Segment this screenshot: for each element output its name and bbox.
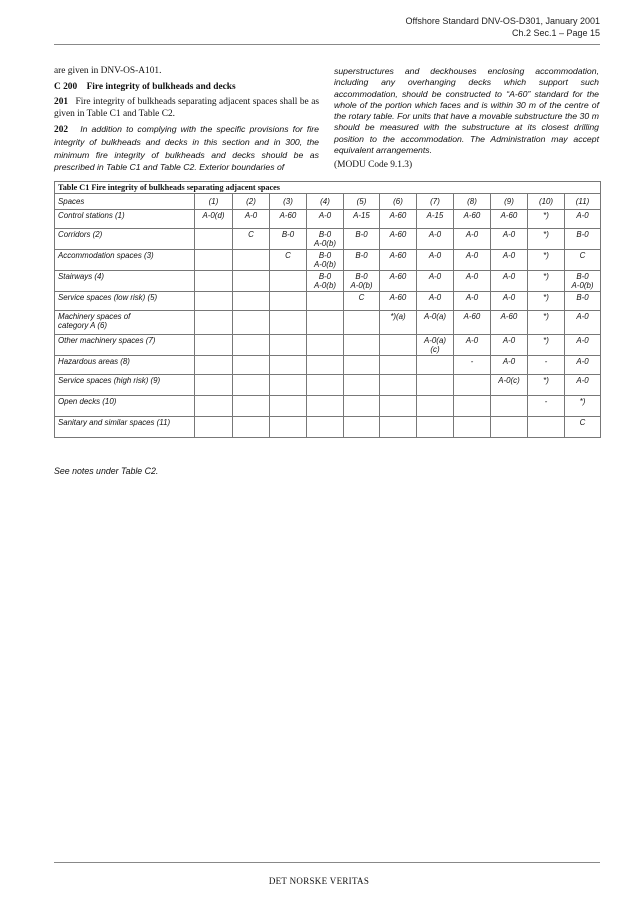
table-cell xyxy=(307,396,344,417)
table-cell: A-0 xyxy=(454,335,491,356)
table-cell xyxy=(195,271,233,292)
table-cell xyxy=(307,417,344,438)
table-cell: A-0 xyxy=(565,210,601,229)
table-cell: A-0 xyxy=(307,210,344,229)
table-cell: A-0(a) (c) xyxy=(417,335,454,356)
table-cell: A-0 xyxy=(491,229,528,250)
table-cell xyxy=(270,271,307,292)
table-cell xyxy=(270,311,307,335)
table-cell xyxy=(233,335,270,356)
table-cell xyxy=(344,356,380,375)
table-cell: A-15 xyxy=(344,210,380,229)
fire-integrity-table xyxy=(54,181,601,438)
table-cell: A-60 xyxy=(380,250,417,271)
column-header: (10) xyxy=(528,194,565,210)
table-cell: A-60 xyxy=(491,311,528,335)
table-cell: *)(a) xyxy=(380,311,417,335)
table-cell xyxy=(233,375,270,396)
table-cell: A-0 xyxy=(454,292,491,311)
table-row xyxy=(55,375,601,396)
table-cell: C xyxy=(233,229,270,250)
row-label: Stairways (4) xyxy=(55,271,195,292)
table-cell xyxy=(491,396,528,417)
table-cell: A-60 xyxy=(380,229,417,250)
paragraph-202-continued: superstructures and deckhouses enclosing accommodation, including any overhanging decks which support such accommodation, should be constructed to “A-60” standard for the whole of the portion which faces and is within 30 m of the centre of the rotary table. For units that have a movable substructure the 30 m should be measured with the substructure at its closest drilling position to the accommodation. The Administration may accept equivalent arrangements. xyxy=(334,66,599,156)
table-cell: *) xyxy=(528,210,565,229)
table-cell: A-0 xyxy=(565,335,601,356)
table-cell xyxy=(233,250,270,271)
table-cell xyxy=(233,271,270,292)
column-header: (8) xyxy=(454,194,491,210)
table-cell xyxy=(344,375,380,396)
table-cell xyxy=(233,311,270,335)
table-cell: C xyxy=(565,250,601,271)
table-cell xyxy=(380,335,417,356)
table-cell xyxy=(233,356,270,375)
table-row xyxy=(55,229,601,250)
table-cell: B-0 xyxy=(344,250,380,271)
row-label: Service spaces (high risk) (9) xyxy=(55,375,195,396)
column-header: (4) xyxy=(307,194,344,210)
row-label: Accommodation spaces (3) xyxy=(55,250,195,271)
table-cell: A-0 xyxy=(565,375,601,396)
table-cell xyxy=(195,356,233,375)
table-cell: *) xyxy=(528,311,565,335)
table-cell: B-0 xyxy=(565,229,601,250)
table-cell: B-0 A-0(b) xyxy=(344,271,380,292)
table-cell xyxy=(270,417,307,438)
table-note: See notes under Table C2. xyxy=(54,466,159,476)
table-cell xyxy=(380,356,417,375)
table-cell xyxy=(270,375,307,396)
table-cell: C xyxy=(344,292,380,311)
table-cell xyxy=(270,356,307,375)
table-cell xyxy=(195,375,233,396)
column-header: (3) xyxy=(270,194,307,210)
table-caption: Table C1 Fire integrity of bulkheads separating adjacent spaces xyxy=(55,182,601,194)
table-cell xyxy=(417,375,454,396)
table-row xyxy=(55,210,601,229)
table-cell: A-0 xyxy=(417,250,454,271)
table-cell xyxy=(417,396,454,417)
table-cell xyxy=(195,417,233,438)
header-standard: Offshore Standard DNV-OS-D301, January 2001 xyxy=(405,16,600,26)
table-cell: - xyxy=(528,396,565,417)
table-cell: A-15 xyxy=(417,210,454,229)
table-cell xyxy=(307,335,344,356)
table-cell: *) xyxy=(528,375,565,396)
table-cell xyxy=(454,375,491,396)
table-cell: A-60 xyxy=(454,210,491,229)
table-cell: A-0 xyxy=(565,356,601,375)
table-cell: A-60 xyxy=(454,311,491,335)
footer-rule xyxy=(54,862,600,863)
table-cell xyxy=(233,396,270,417)
row-label: Open decks (10) xyxy=(55,396,195,417)
table-cell xyxy=(454,417,491,438)
table-cell: A-0 xyxy=(491,250,528,271)
table-cell: A-0 xyxy=(454,271,491,292)
table-cell xyxy=(307,375,344,396)
header-page: Ch.2 Sec.1 – Page 15 xyxy=(511,28,600,38)
row-label: Other machinery spaces (7) xyxy=(55,335,195,356)
table-cell xyxy=(344,396,380,417)
header-rule xyxy=(54,44,600,45)
table-cell: B-0 A-0(b) xyxy=(307,250,344,271)
table-row xyxy=(55,311,601,335)
table-cell: A-60 xyxy=(491,210,528,229)
row-label: Machinery spaces of category A (6) xyxy=(55,311,195,335)
column-header: (1) xyxy=(195,194,233,210)
column-header: Spaces xyxy=(55,194,195,210)
table-cell xyxy=(195,311,233,335)
table-cell: - xyxy=(454,356,491,375)
table-cell: A-0 xyxy=(417,292,454,311)
table-cell: A-0 xyxy=(491,271,528,292)
table-cell: B-0 xyxy=(344,229,380,250)
table-cell: A-0 xyxy=(491,335,528,356)
table-cell xyxy=(380,375,417,396)
table-row xyxy=(55,292,601,311)
table-cell xyxy=(195,292,233,311)
table-cell xyxy=(307,292,344,311)
table-cell: A-0 xyxy=(454,250,491,271)
right-column xyxy=(334,66,599,176)
table-row xyxy=(55,396,601,417)
table-row xyxy=(55,335,601,356)
table-cell: A-0(c) xyxy=(491,375,528,396)
table-cell xyxy=(491,417,528,438)
table-cell xyxy=(195,250,233,271)
table-cell: A-0(a) xyxy=(417,311,454,335)
column-header: (7) xyxy=(417,194,454,210)
table-cell: A-0 xyxy=(491,356,528,375)
table-cell xyxy=(270,292,307,311)
table-cell: A-0(d) xyxy=(195,210,233,229)
paragraph-201: 201 Fire integrity of bulkheads separating adjacent spaces shall be as given in Table C1 and Table C2. xyxy=(54,97,320,119)
modu-reference: (MODU Code 9.1.3) xyxy=(334,160,413,171)
table-cell: *) xyxy=(528,250,565,271)
table-cell xyxy=(233,417,270,438)
table-cell: A-60 xyxy=(380,292,417,311)
column-header: (5) xyxy=(344,194,380,210)
table-cell: A-60 xyxy=(380,271,417,292)
left-column xyxy=(54,66,319,179)
table-cell: A-0 xyxy=(491,292,528,311)
table-cell xyxy=(195,335,233,356)
table-cell: C xyxy=(565,417,601,438)
row-label: Sanitary and similar spaces (11) xyxy=(55,417,195,438)
table-cell xyxy=(270,335,307,356)
table-row xyxy=(55,250,601,271)
table-row xyxy=(55,356,601,375)
page-header xyxy=(406,15,600,39)
table-cell: A-0 xyxy=(417,271,454,292)
table-cell: B-0 xyxy=(565,292,601,311)
table-cell xyxy=(454,396,491,417)
table-cell xyxy=(344,311,380,335)
table-cell xyxy=(380,396,417,417)
table-cell xyxy=(270,396,307,417)
row-label: Corridors (2) xyxy=(55,229,195,250)
column-header: (9) xyxy=(491,194,528,210)
table-cell: B-0 xyxy=(270,229,307,250)
table-cell: A-60 xyxy=(270,210,307,229)
paragraph-202: 202 In addition to complying with the specific provisions for fire integrity of bulkheads and decks in this section and in 300, the minimum fire integrity of bulkheads and decks should be as prescribed in Table C1 and Table C2. Exterior boundaries of xyxy=(54,124,320,173)
table-cell xyxy=(233,292,270,311)
table-row xyxy=(55,271,601,292)
table-cell xyxy=(344,335,380,356)
page-footer: DET NORSKE VERITAS xyxy=(268,876,370,886)
table-cell: *) xyxy=(565,396,601,417)
table-cell xyxy=(528,417,565,438)
table-cell xyxy=(307,356,344,375)
table-cell: - xyxy=(528,356,565,375)
table-cell: *) xyxy=(528,335,565,356)
row-label: Hazardous areas (8) xyxy=(55,356,195,375)
table-cell: C xyxy=(270,250,307,271)
table-header-row xyxy=(55,194,601,210)
table-cell: A-0 xyxy=(454,229,491,250)
table-cell: *) xyxy=(528,271,565,292)
column-header: (6) xyxy=(380,194,417,210)
table-cell: B-0 A-0(b) xyxy=(565,271,601,292)
table-cell: A-0 xyxy=(417,229,454,250)
column-header: (2) xyxy=(233,194,270,210)
table-cell: *) xyxy=(528,292,565,311)
table-cell: A-60 xyxy=(380,210,417,229)
row-label: Service spaces (low risk) (5) xyxy=(55,292,195,311)
table-cell xyxy=(344,417,380,438)
table-cell: B-0 A-0(b) xyxy=(307,229,344,250)
table-cell: A-0 xyxy=(565,311,601,335)
table-cell: B-0 A-0(b) xyxy=(307,271,344,292)
table-cell xyxy=(195,396,233,417)
table-row xyxy=(55,417,601,438)
intro-line: are given in DNV-OS-A101. xyxy=(54,66,162,76)
table-cell xyxy=(195,229,233,250)
table-cell xyxy=(307,311,344,335)
column-header: (11) xyxy=(565,194,601,210)
table-cell xyxy=(417,356,454,375)
table-cell: A-0 xyxy=(233,210,270,229)
row-label: Control stations (1) xyxy=(55,210,195,229)
table-cell: *) xyxy=(528,229,565,250)
section-heading: C 200 Fire integrity of bulkheads and decks xyxy=(54,81,236,92)
table-cell xyxy=(417,417,454,438)
table-cell xyxy=(380,417,417,438)
